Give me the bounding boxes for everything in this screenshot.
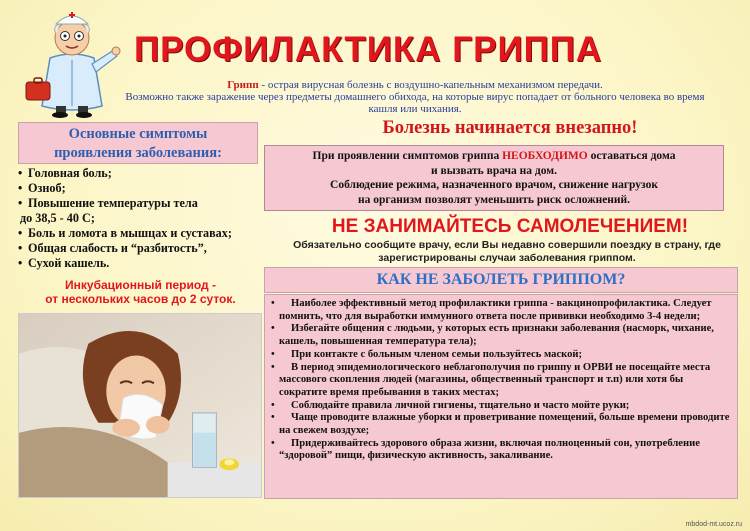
list-item: • Наиболее эффективный метод профилактики гриппа - вакцинопрофилактика. Следует помнить, что для выработки иммунного ответа после прививки необходимо 3-4 недели; xyxy=(271,298,731,323)
no-self-treatment-heading: НЕ ЗАНИМАЙТЕСЬ САМОЛЕЧЕНИЕМ! xyxy=(331,216,689,237)
list-item: • Избегайте общения с людьми, у которых есть признаки заболевания (насморк, чихание, кашель, повышенная температура тела); xyxy=(271,323,731,348)
warning-emphasis: НЕОБХОДИМО xyxy=(502,150,588,162)
poster-title: ПРОФИЛАКТИКА ГРИППА xyxy=(134,30,603,69)
incubation-line2: от нескольких часов до 2 суток. xyxy=(45,292,236,306)
warning-box xyxy=(264,145,724,211)
symptoms-heading-line2: проявления заболевания: xyxy=(54,145,222,161)
list-item: • Придерживайтесь здорового образа жизни, включая полноценный сон, употребление “здоровой” пищи, физическую активность, закаливание. xyxy=(271,438,731,463)
list-item: • Общая слабость и “разбитость”, xyxy=(18,241,268,256)
list-item: • В период эпидемиологического неблагополучия по гриппу и ОРВИ не посещайте места массового скопления людей (магазины, общественный транспорт и т.п) или хотя бы сократите время пребывания в таких местах; xyxy=(271,362,731,400)
list-item: • Боль и ломота в мышцах и суставах; xyxy=(18,226,268,241)
warning-part2: оставаться дома xyxy=(587,150,676,162)
prevention-list xyxy=(264,294,738,499)
incubation-period xyxy=(18,278,263,306)
list-item: • Чаще проводите влажные уборки и проветривание помещений, больше времени проводите на свежем воздухе; xyxy=(271,412,731,437)
intro-keyword: Грипп xyxy=(227,79,259,91)
list-item: • Головная боль; xyxy=(18,166,268,181)
list-item: • Сухой кашель. xyxy=(18,256,268,271)
list-item: до 38,5 - 40 С; xyxy=(20,211,95,225)
list-item: • При контакте с больным членом семьи пользуйтесь маской; xyxy=(271,349,731,362)
intro-line2: Возможно также заражение через предметы домашнего обихода, на которые вирус попадает от больного человека во время кашля или чихания. xyxy=(125,91,705,115)
sick-woman-photo xyxy=(18,313,262,498)
list-item: • Повышение температуры тела xyxy=(18,196,268,211)
warning-line3: Соблюдение режима, назначенного врачом, снижение нагрузок xyxy=(330,179,658,191)
list-item: • Озноб; xyxy=(18,181,268,196)
warning-line4: на организм позволят уменьшить риск осложнений. xyxy=(357,193,631,206)
sudden-onset-heading: Болезнь начинается внезапно! xyxy=(382,118,638,138)
symptoms-list xyxy=(18,166,268,271)
incubation-line1: Инкубационный период - xyxy=(65,278,216,292)
intro-line1: - острая вирусная болезнь с воздушно-капельным механизмом передачи. xyxy=(258,79,603,91)
intro-text xyxy=(120,79,710,115)
watermark: mbdod-mt.ucoz.ru xyxy=(685,521,742,528)
report-text: Обязательно сообщите врачу, если Вы недавно совершили поездку в страну, где зарегистрированы случаи заболевания гриппом. xyxy=(293,239,721,264)
warning-part1: При проявлении симптомов гриппа xyxy=(312,150,503,162)
symptoms-heading xyxy=(18,122,258,164)
symptoms-heading-line1: Основные симптомы xyxy=(68,126,208,142)
list-item: • Соблюдайте правила личной гигиены, тщательно и часто мойте руки; xyxy=(271,400,731,413)
doctor-illustration xyxy=(22,6,122,118)
prevention-heading: КАК НЕ ЗАБОЛЕТЬ ГРИППОМ? xyxy=(264,267,738,293)
warning-line2: и вызвать врача на дом. xyxy=(431,164,557,177)
